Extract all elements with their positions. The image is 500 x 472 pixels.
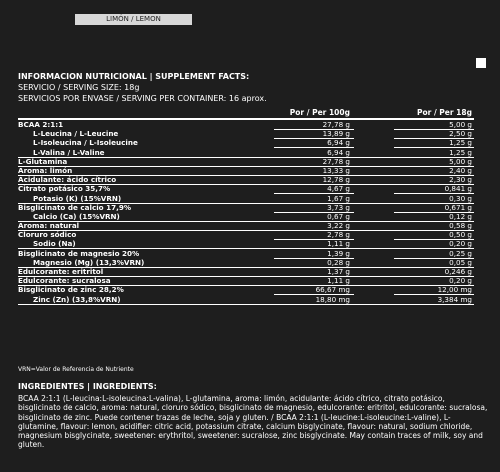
value-per-100g: 6,94 g: [327, 147, 350, 157]
value-per-100g: 27,78 g: [322, 156, 350, 166]
table-row: [18, 221, 474, 230]
value-per-100g: 13,89 g: [322, 129, 350, 139]
value-per-100g: 1,39 g: [327, 248, 350, 258]
nutrient-name: Magnesio (Mg) (13,3%VRN): [33, 257, 145, 267]
nutrient-name: Edulcorante: sucralosa: [18, 276, 111, 286]
nutrient-name: Bisglicinato de calcio 17,9%: [18, 202, 132, 212]
value-per-18g: 0,20 g: [449, 276, 472, 286]
value-per-18g: 0,50 g: [449, 230, 472, 240]
table-row: [18, 194, 474, 203]
value-per-100g: 18,80 mg: [315, 294, 350, 304]
value-per-100g: 3,22 g: [327, 221, 350, 231]
table-row: [18, 258, 474, 267]
value-per-18g: 1,25 g: [449, 147, 472, 157]
value-per-18g: 1,25 g: [449, 138, 472, 148]
table-row: [18, 129, 474, 138]
value-per-100g: 27,78 g: [322, 120, 350, 129]
value-per-18g: 0,671 g: [444, 202, 472, 212]
table-row: [18, 138, 474, 147]
table-row: [18, 285, 474, 294]
flavor-label: LIMÓN / LEMON: [75, 14, 192, 25]
nutrient-name: Edulcorante: eritritol: [18, 267, 104, 276]
value-per-18g: 0,20 g: [449, 239, 472, 249]
nutrient-name: L-Leucina / L-Leucine: [33, 129, 119, 139]
value-per-100g: 0,67 g: [327, 211, 350, 221]
ingredients-text: BCAA 2:1:1 (L-leucina:L-isoleucina:L-valina), L-glutamina, aroma: limón, acidulante: ácido cítrico, citrato potásico, bisglicinato de calcio, aroma: natural, cloruro sódico, bisglicinato de magnesio, edulcorante: eritritol, edulcorante: sucralosa, bisglicinato de zinc. Puede contener trazas de leche, soja y gluten. / BCAA 2:1:1 (L-leucine:L-isoleucine:L-valine), L-glutamine, flavour: lemon, acidifier: citric acid, potassium citrate, calcium bisglycinate, flavour: natural, sodium chloride, magnesium bisglycinate, sweetener: erythritol, sweetener: sucralose, zinc bisglycinate. May contain traces of milk, soy and gluten.: [18, 394, 488, 450]
value-per-100g: 0,28 g: [327, 257, 350, 267]
value-per-100g: 3,73 g: [327, 202, 350, 212]
table-row: [18, 203, 474, 212]
facts-title: INFORMACION NUTRICIONAL | SUPPLEMENT FACTS:: [18, 72, 250, 81]
row-divider: [18, 304, 474, 305]
value-per-100g: 2,78 g: [327, 230, 350, 240]
nutrient-name: Aroma: limón: [18, 165, 73, 175]
value-per-100g: 1,67 g: [327, 193, 350, 203]
corner-square-mark: [476, 58, 486, 68]
table-row: [18, 295, 474, 304]
nutrient-name: Aroma: natural: [18, 221, 80, 231]
nutrient-name: L-Isoleucina / L-Isoleucine: [33, 138, 138, 148]
value-per-18g: 0,05 g: [449, 257, 472, 267]
nutrient-name: Bisglicinato de magnesio 20%: [18, 248, 140, 258]
value-per-100g: 6,94 g: [327, 138, 350, 148]
nutrient-name: Acidulante: ácido cítrico: [18, 175, 117, 185]
table-row: [18, 166, 474, 175]
value-per-100g: 1,11 g: [327, 239, 350, 249]
table-row: [18, 249, 474, 258]
value-per-18g: 12,00 mg: [437, 285, 472, 295]
nutrient-name: Potasio (K) (15%VRN): [33, 193, 122, 203]
nutrient-name: Sodio (Na): [33, 239, 76, 249]
value-per-100g: 1,11 g: [327, 276, 350, 286]
nutrient-name: Bisglicinato de zinc 28,2%: [18, 285, 124, 295]
table-row: [18, 212, 474, 221]
table-row: [18, 157, 474, 166]
table-row: [18, 120, 474, 129]
ingredients-title: INGREDIENTES | INGREDIENTS:: [18, 382, 157, 391]
value-per-18g: 0,12 g: [449, 211, 472, 221]
nutrient-name: L-Valina / L-Valine: [33, 147, 105, 157]
value-per-100g: 4,67 g: [327, 184, 350, 194]
servings-per-container: SERVICIOS POR ENVASE / SERVING PER CONTAINER: 16 aprox.: [18, 94, 267, 103]
value-per-18g: 0,841 g: [444, 184, 472, 194]
nutrient-name: Citrato potásico 35,7%: [18, 184, 111, 194]
nutrient-name: Calcio (Ca) (15%VRN): [33, 211, 120, 221]
vrn-footnote: VRN=Valor de Referencia de Nutriente: [18, 366, 134, 373]
column-per-100g: Por / Per 100g: [289, 108, 350, 117]
value-per-18g: 2,50 g: [449, 129, 472, 139]
table-row: [18, 184, 474, 193]
value-per-100g: 66,67 mg: [315, 285, 350, 295]
value-per-18g: 3,384 mg: [437, 294, 472, 304]
value-per-18g: 0,25 g: [449, 248, 472, 258]
value-per-18g: 0,246 g: [444, 267, 472, 276]
nutrient-name: Cloruro sódico: [18, 230, 77, 240]
column-per-18g: Por / Per 18g: [416, 108, 472, 117]
value-per-18g: 5,00 g: [449, 156, 472, 166]
value-per-18g: 2,40 g: [449, 165, 472, 175]
nutrient-name: L-Glutamina: [18, 156, 68, 166]
table-row: [18, 175, 474, 184]
table-row: [18, 148, 474, 157]
serving-size: SERVICIO / SERVING SIZE: 18g: [18, 83, 140, 92]
nutrient-name: BCAA 2:1:1: [18, 120, 64, 129]
value-per-18g: 0,30 g: [449, 193, 472, 203]
table-row: [18, 267, 474, 276]
nutrient-name: Zinc (Zn) (33,8%VRN): [33, 294, 121, 304]
table-row: [18, 239, 474, 248]
value-per-18g: 0,58 g: [449, 221, 472, 231]
value-per-100g: 13,33 g: [322, 165, 350, 175]
value-per-18g: 5,00 g: [449, 120, 472, 129]
table-row: [18, 230, 474, 239]
value-per-100g: 12,78 g: [322, 175, 350, 185]
value-per-100g: 1,37 g: [327, 267, 350, 276]
nutrition-table: [18, 120, 474, 304]
table-row: [18, 276, 474, 285]
value-per-18g: 2,30 g: [449, 175, 472, 185]
